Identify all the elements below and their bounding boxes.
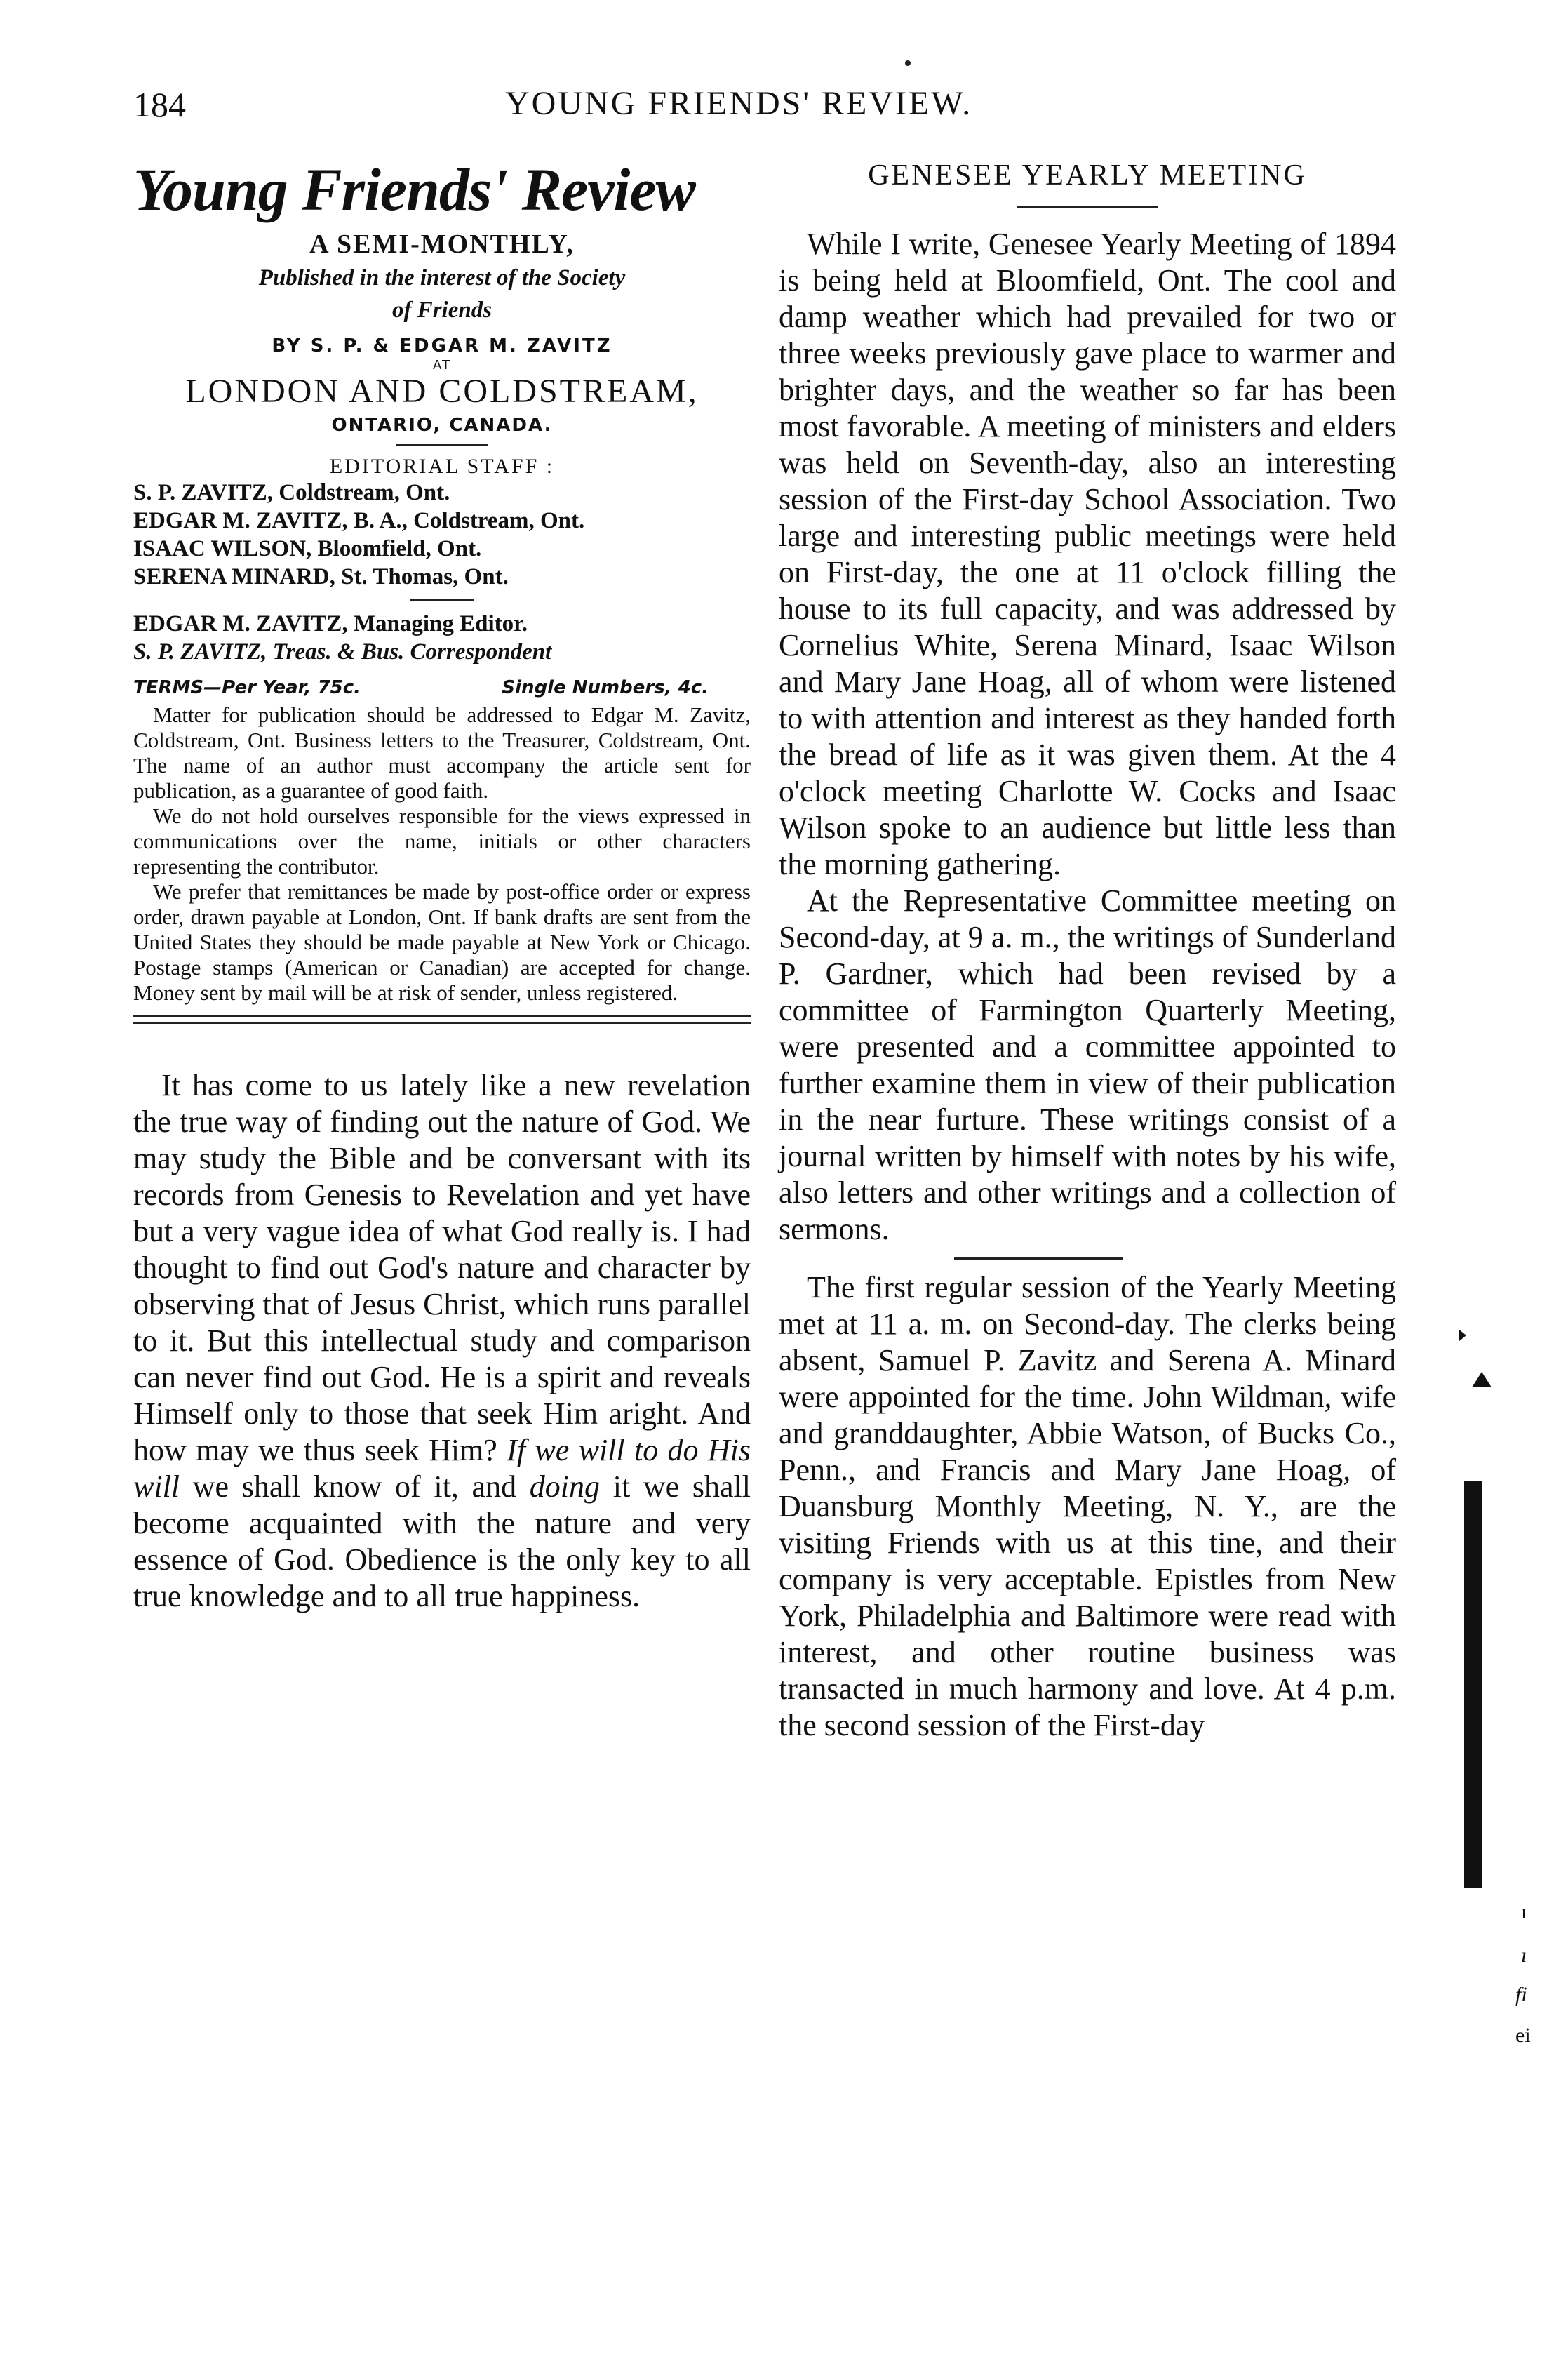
staff-member: ISAAC WILSON, Bloomfield, Ont. xyxy=(133,536,482,561)
essay-text: It has come to us lately like a new revelation the true way of finding out the nature of God. We may study the Bible and be conversant with its records from Genesis to Revelation and yet have but a very vague idea of what God really is. I had thought to find out God's nature and character by observing that of Jesus Christ, which runs parallel to it. But this intellectual study and comparison can never find out God. He is a spirit and reveals Himself only to those that seek Him aright. And how may we thus seek Him? xyxy=(133,1068,751,1467)
margin-bar xyxy=(1464,1481,1482,1888)
notice-paragraph: Matter for publication should be addressed to Edgar M. Zavitz, Coldstream, Ont. Business letters to the Treasurer, Coldstream, Ont. The name of an author must accompany the article sent for publication, as a guarantee of good faith. xyxy=(133,702,751,803)
section-rule xyxy=(954,1257,1123,1260)
essay-paragraph xyxy=(133,1067,751,1615)
essay-text: it we shall become acquainted with the nature and very essence of God. Obedience is the only key to all true knowledge and to all true happiness. xyxy=(133,1469,751,1613)
terms-per-year: TERMS—Per Year, 75c. xyxy=(133,677,361,698)
terms-single: Single Numbers, 4c. xyxy=(502,677,709,698)
notices xyxy=(133,702,751,1006)
treasurer: S. P. ZAVITZ, Treas. & Bus. Correspondent xyxy=(133,639,552,665)
article-title: GENESEE YEARLY MEETING xyxy=(868,159,1307,192)
publisher-at: AT xyxy=(433,358,451,373)
publisher-location: LONDON AND COLDSTREAM, xyxy=(185,373,699,410)
divider xyxy=(396,444,488,446)
published-line-1: Published in the interest of the Society xyxy=(258,265,626,291)
terms xyxy=(133,677,751,698)
editorial-staff xyxy=(133,455,751,591)
page-number: 184 xyxy=(133,85,186,124)
masthead-title: Young Friends' Review xyxy=(133,156,695,223)
officers xyxy=(133,610,751,666)
left-column xyxy=(133,154,751,2295)
printing-dot xyxy=(905,60,911,66)
margin-fragment: ı xyxy=(1521,1944,1527,1967)
essay xyxy=(133,1067,751,1615)
edge-mark xyxy=(1459,1330,1466,1341)
article-paragraph: At the Representative Committee meeting on Second-day, at 9 a. m., the writings of Sunderland P. Gardner, which had been revised by a committee of Farmington Quarterly Meeting, were presented and a committee appointed to further examine them in view of their publication in the near furture. These writings consist of a journal written by himself with notes by his wife, also letters and other writings and a collection of sermons. xyxy=(779,883,1396,1246)
managing-editor: EDGAR M. ZAVITZ, Managing Editor. xyxy=(133,611,528,636)
essay-italic-phrase: If we will to do His will xyxy=(133,1433,751,1504)
margin-fragment: fi xyxy=(1515,1983,1527,2006)
staff-member: SERENA MINARD, St. Thomas, Ont. xyxy=(133,564,509,589)
publisher-by-line: BY S. P. & EDGAR M. ZAVITZ xyxy=(272,335,612,356)
running-head xyxy=(133,84,1417,140)
edge-mark xyxy=(1472,1372,1492,1387)
staff-heading: EDITORIAL STAFF : xyxy=(329,455,555,478)
essay-italic-word: doing xyxy=(529,1469,601,1504)
publisher-region: ONTARIO, CANADA. xyxy=(331,415,553,436)
masthead-subtitle: A SEMI-MONTHLY, xyxy=(309,229,575,259)
article-paragraph: While I write, Genesee Yearly Meeting of 1894 is being held at Bloomfield, Ont. The cool and damp weather which had prevailed for two or three weeks previously gave place to warmer and brighter days, and the weather so far has been most favorable. A meeting of ministers and elders was held on Seventh-day, also an interesting session of the First-day School Association. Two large and interesting public meetings were held on First-day, the one at 11 o'clock filling the house to its full capacity, and was addressed by Cornelius White, Serena Minard, Isaac Wilson and Mary Jane Hoag, all of whom were listened to with attention and interest as they handed forth the bread of life as it was given them. At the 4 o'clock meeting Charlotte W. Cocks and Isaac Wilson spoke to an audience but little less than the morning gathering. xyxy=(779,227,1396,881)
notice-paragraph: We do not hold ourselves responsible for the views expressed in communications over the name, initials or other characters representing the contributor. xyxy=(133,803,751,879)
divider xyxy=(410,599,474,601)
staff-member: S. P. ZAVITZ, Coldstream, Ont. xyxy=(133,480,450,505)
title-rule xyxy=(1017,206,1158,208)
essay-text: we shall know of it, and xyxy=(180,1469,530,1504)
margin-fragment: ı xyxy=(1521,1900,1527,1923)
staff-member: EDGAR M. ZAVITZ, B. A., Coldstream, Ont. xyxy=(133,508,585,533)
double-rule xyxy=(133,1015,751,1024)
running-title: YOUNG FRIENDS' REVIEW. xyxy=(505,85,973,122)
margin-fragment: ei xyxy=(1515,2024,1531,2047)
masthead xyxy=(133,154,751,436)
article-paragraph: The first regular session of the Yearly Meeting met at 11 a. m. on Second-day. The clerks being absent, Samuel P. Zavitz and Serena A. Minard were appointed for the time. John Wildman, wife and granddaughter, Abbie Watson, of Bucks Co., Penn., and Francis and Mary Jane Hoag, of Duansburg Monthly Meeting, N. Y., are the visiting Friends with us at this tine, and their company is very acceptable. Epistles from New York, Philadelphia and Baltimore were read with interest, and other routine business was transacted in much harmony and love. At 4 p.m. the second session of the First-day xyxy=(779,1270,1396,1742)
notice-paragraph: We prefer that remittances be made by post-office order or express order, drawn payable at London, Ont. If bank drafts are sent from the United States they should be made payable at New York or Chicago. Postage stamps (American or Canadian) are accepted for change. Money sent by mail will be at risk of sender, unless registered. xyxy=(133,879,751,1005)
right-column xyxy=(779,151,1396,2291)
published-line-2: of Friends xyxy=(391,298,492,323)
